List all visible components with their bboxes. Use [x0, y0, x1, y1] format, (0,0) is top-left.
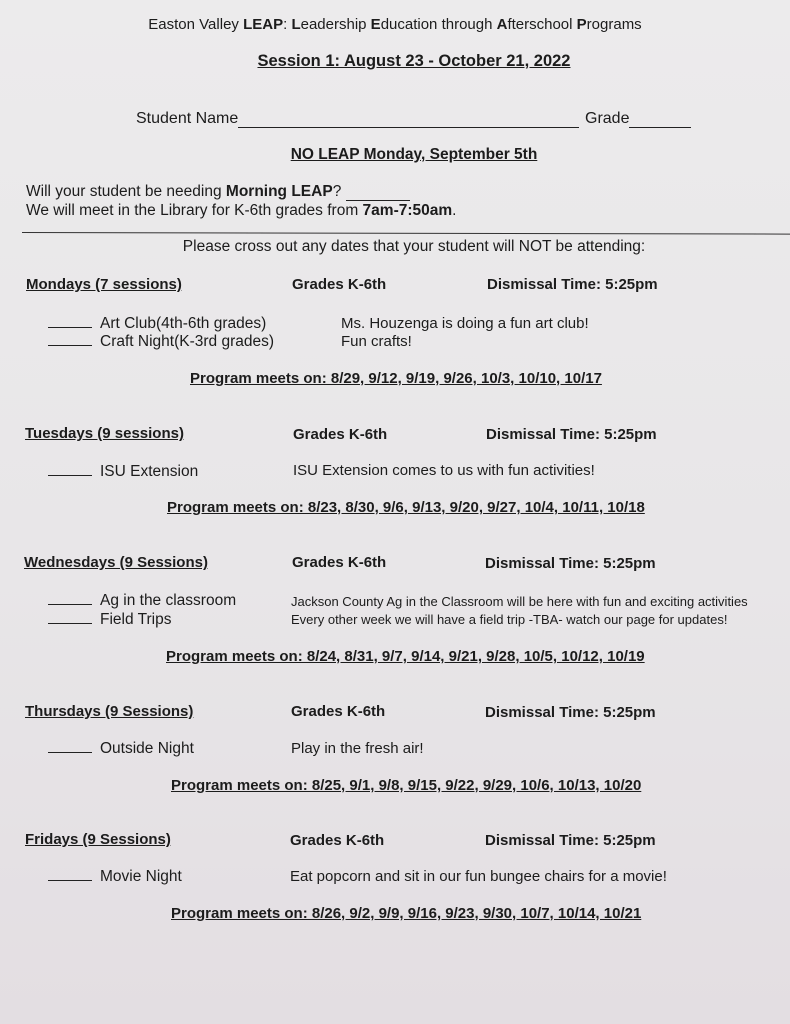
tuesday-grades: Grades K-6th — [293, 426, 388, 443]
friday-heading: Fridays (9 Sessions) — [25, 831, 171, 848]
library-text: We will meet in the Library for K-6th grades from — [26, 202, 363, 219]
morning-leap-line2 — [26, 201, 456, 220]
tuesday-meets: Program meets on: 8/23, 8/30, 9/6, 9/13, 9/20, 9/27, 10/4, 10/11, 10/18 — [167, 499, 645, 516]
attendance-blank[interactable] — [48, 314, 92, 328]
friday-activity-desc: Eat popcorn and sit in our fun bungee chairs for a movie! — [290, 868, 667, 885]
header-word: rograms — [586, 16, 642, 33]
leap-acronym: LEAP — [243, 16, 284, 33]
attendance-blank[interactable] — [48, 462, 92, 476]
no-leap-notice: NO LEAP Monday, September 5th — [290, 146, 538, 163]
student-name-blank[interactable] — [238, 111, 579, 128]
thursday-heading: Thursdays (9 Sessions) — [25, 703, 194, 720]
session-title: Session 1: August 23 - October 21, 2022 — [257, 52, 571, 70]
monday-activity-craft-night[interactable] — [48, 332, 274, 351]
monday-meets: Program meets on: 8/29, 9/12, 9/19, 9/26, 10/3, 10/10, 10/17 — [190, 370, 602, 387]
tuesday-activity-desc: ISU Extension comes to us with fun activities! — [293, 462, 595, 479]
wednesday-meets: Program meets on: 8/24, 8/31, 9/7, 9/14, 9/21, 9/28, 10/5, 10/12, 10/19 — [166, 648, 645, 665]
tuesday-dismissal: Dismissal Time: 5:25pm — [486, 426, 657, 443]
friday-activity-movie[interactable] — [48, 867, 182, 886]
activity-name: Movie Night — [100, 868, 182, 885]
student-name-field[interactable] — [136, 110, 579, 128]
thursday-meets: Program meets on: 8/25, 9/1, 9/8, 9/15, 9/22, 9/29, 10/6, 10/13, 10/20 — [171, 777, 642, 794]
grade-blank[interactable] — [629, 111, 691, 128]
wednesday-heading: Wednesdays (9 Sessions) — [24, 554, 208, 571]
student-name-label: Student Name — [136, 110, 239, 127]
grade-field[interactable] — [585, 110, 691, 128]
morning-suffix: ? — [332, 183, 346, 200]
attendance-blank[interactable] — [48, 332, 92, 346]
morning-prefix: Will your student be needing — [26, 183, 226, 200]
section-divider — [22, 232, 790, 235]
attendance-blank[interactable] — [48, 610, 92, 624]
library-period: . — [452, 202, 457, 219]
wednesday-grades: Grades K-6th — [292, 554, 387, 571]
header-word: ducation through — [380, 16, 497, 33]
wednesday-dismissal: Dismissal Time: 5:25pm — [485, 555, 656, 572]
morning-leap-question — [26, 182, 456, 220]
thursday-activity-outside[interactable] — [48, 739, 194, 758]
acronym-letter-a: A — [496, 16, 508, 33]
thursday-dismissal: Dismissal Time: 5:25pm — [485, 704, 656, 721]
attendance-blank[interactable] — [48, 591, 92, 605]
monday-dismissal: Dismissal Time: 5:25pm — [487, 276, 658, 293]
morning-leap-line1 — [26, 182, 456, 201]
wednesday-activity-field-trips[interactable] — [48, 610, 172, 629]
wednesday-activity-desc: Jackson County Ag in the Classroom will be here with fun and exciting activities — [291, 594, 748, 609]
activity-name: Art Club(4th-6th grades) — [100, 315, 267, 332]
morning-time: 7am-7:50am — [362, 202, 453, 219]
attendance-blank[interactable] — [48, 739, 92, 753]
thursday-grades: Grades K-6th — [291, 703, 386, 720]
header-word: fterschool — [507, 16, 577, 33]
monday-activity-desc: Fun crafts! — [341, 333, 412, 350]
monday-heading: Mondays (7 sessions) — [26, 276, 182, 293]
tuesday-activity-isu[interactable] — [48, 462, 198, 481]
wednesday-activity-desc: Every other week we will have a field trip -TBA- watch our page for updates! — [291, 612, 728, 627]
friday-dismissal: Dismissal Time: 5:25pm — [485, 832, 656, 849]
header-sep: : — [283, 16, 292, 33]
monday-activity-desc: Ms. Houzenga is doing a fun art club! — [341, 315, 589, 332]
acronym-letter-p: P — [576, 16, 587, 33]
header-word: eadership — [300, 16, 371, 33]
monday-activity-art-club[interactable] — [48, 314, 266, 333]
activity-name: ISU Extension — [100, 463, 199, 480]
activity-name: Ag in the classroom — [100, 592, 237, 609]
morning-leap-bold: Morning LEAP — [225, 183, 333, 200]
tuesday-heading: Tuesdays (9 sessions) — [25, 425, 184, 442]
header-title — [0, 16, 790, 33]
org-name: Easton Valley — [148, 16, 239, 33]
wednesday-activity-ag[interactable] — [48, 591, 236, 610]
attendance-blank[interactable] — [48, 867, 92, 881]
thursday-activity-desc: Play in the fresh air! — [291, 740, 424, 757]
instruction-text: Please cross out any dates that your student will NOT be attending: — [182, 238, 646, 255]
acronym-letter-e: E — [370, 16, 381, 33]
friday-meets: Program meets on: 8/26, 9/2, 9/9, 9/16, 9/23, 9/30, 10/7, 10/14, 10/21 — [171, 905, 642, 922]
morning-leap-blank[interactable] — [346, 186, 410, 201]
friday-grades: Grades K-6th — [290, 832, 385, 849]
monday-grades: Grades K-6th — [292, 276, 387, 293]
activity-name: Outside Night — [100, 740, 194, 757]
acronym-letter-l: L — [291, 16, 301, 33]
activity-name: Field Trips — [100, 611, 172, 628]
activity-name: Craft Night(K-3rd grades) — [100, 333, 275, 350]
grade-label: Grade — [585, 110, 630, 127]
